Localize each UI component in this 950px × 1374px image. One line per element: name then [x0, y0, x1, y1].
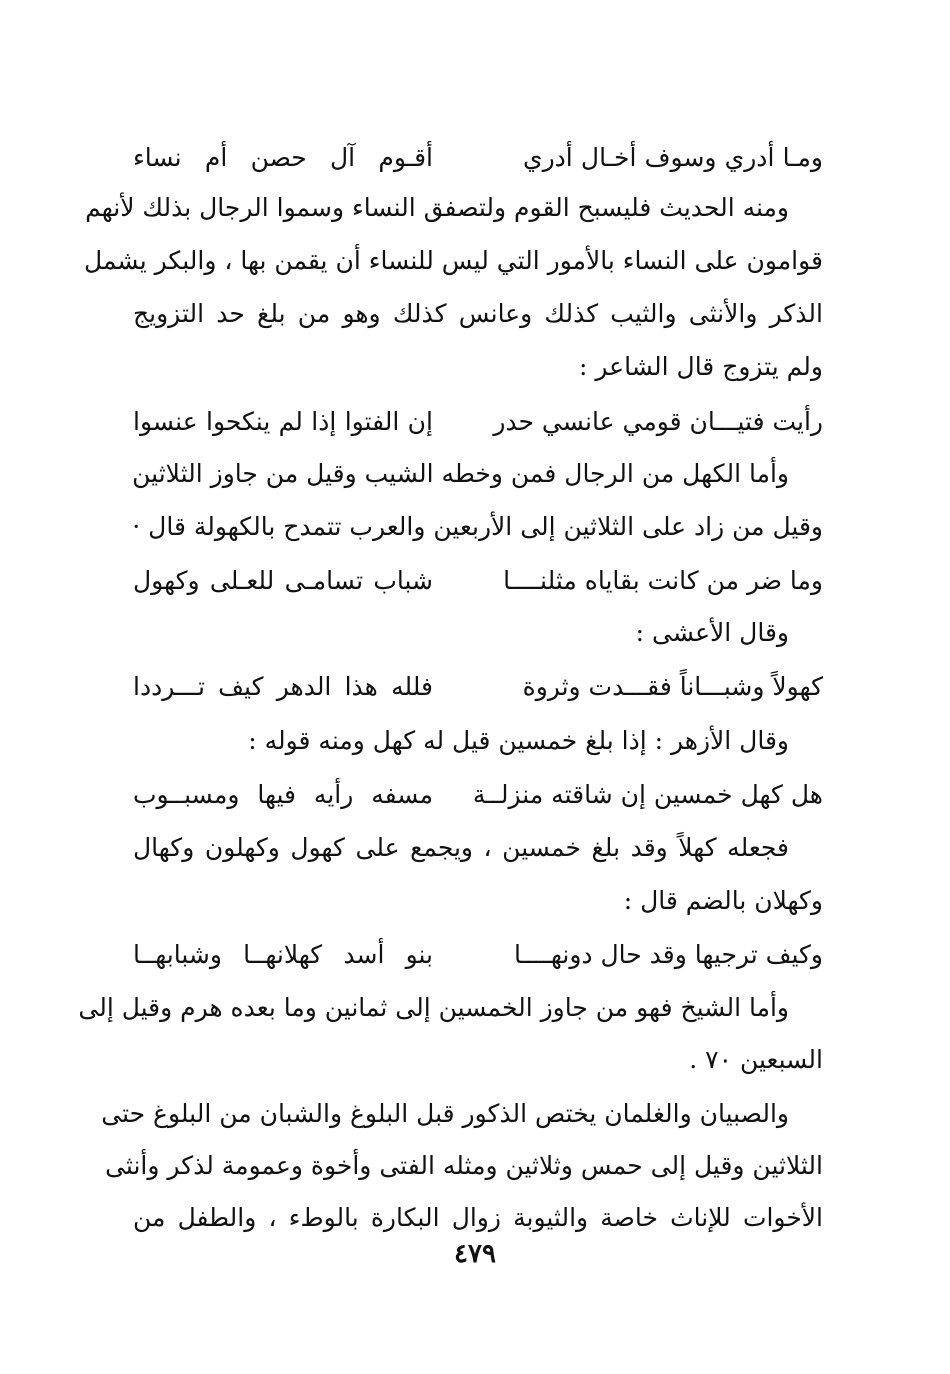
verse-first-hemistich: رأيت فتيـــان قومي عانسي حدر [493, 407, 823, 436]
prose-line: وأما الكهل من الرجال فمن وخطه الشيب وقيل من جاوز الثلاثين [132, 459, 789, 488]
prose-line: الثلاثين وقيل إلى حمس وثلاثين ومثله الفتى وأخوة وعمومة لذكر وأنثى [105, 1151, 823, 1180]
prose-line: وقال الأزهر : إذا بلغ خمسين قيل له كهل ومنه قوله : [248, 726, 789, 755]
verse-second-hemistich: إن الفتوا إذا لم ينكحوا عنسوا [133, 407, 433, 436]
prose-line: وأما الشيخ فهو من جاوز الخمسين إلى ثمانين وما بعده هرم وقيل إلى [78, 993, 789, 1022]
prose-line: السبعين ٧٠ . [689, 1045, 823, 1074]
verse-line [133, 397, 823, 447]
prose-line: والصبيان والغلمان يختص الذكور قبل البلوغ والشبان من البلوغ حتى [101, 1099, 789, 1128]
prose-line: الذكر والأنثى والثيب كذلك وعانس كذلك وهو من بلغ حد التزويج [133, 299, 823, 328]
verse-second-hemistich: أقـوم آل حصن أم نساء [133, 143, 433, 172]
verse-first-hemistich: ومـا أدري وسوف أخـال أدري [523, 143, 823, 172]
verse-line [133, 770, 823, 820]
verse-second-hemistich: فلله هذا الدهر كيف تـــرددا [133, 672, 433, 701]
prose-line: ولم يتزوج قال الشاعر : [579, 352, 823, 381]
prose-line: ومنه الحديث فليسبح القوم ولتصفق النساء وسموا الرجال بذلك لأنهم [85, 193, 789, 222]
verse-line [133, 662, 823, 712]
verse-first-hemistich: هل كهل خمسين إن شاقته منزلــة [472, 780, 823, 809]
verse-second-hemistich: شباب تسامـى للعـلى وكهول [133, 566, 433, 595]
verse-second-hemistich: بنو أسد كهلانهــا وشبابهــا [133, 940, 433, 969]
prose-line: الأخوات للإناث خاصة والثيوبة زوال البكارة بالوطء ، والطفل من [133, 1203, 823, 1232]
prose-line: وقال الأعشى : [635, 618, 789, 647]
verse-first-hemistich: وما ضر من كانت بقاياه مثلنــــا [503, 566, 823, 595]
verse-line [133, 930, 823, 980]
prose-line: وقيل من زاد على الثلاثين إلى الأربعين والعرب تتمدح بالكهولة قال · [132, 512, 823, 541]
verse-line [133, 556, 823, 606]
prose-line: فجعله كهلاً وقد بلغ خمسين ، ويجمع على كهول وكهلون وكهال [133, 833, 789, 862]
verse-line [133, 133, 823, 183]
verse-first-hemistich: كهولاً وشبـــاناً فقـــدت وثروة [522, 672, 823, 701]
page-number: ٤٧٩ [454, 1239, 496, 1269]
prose-line: قوامون على النساء بالأمور التي ليس للنساء أن يقمن بها ، والبكر يشمل [84, 246, 823, 275]
verse-first-hemistich: وكيف ترجيها وقد حال دونهــــا [513, 940, 823, 969]
verse-second-hemistich: مسفه رأيه فيها ومسبــوب [133, 780, 433, 809]
prose-line: وكهلان بالضم قال : [623, 886, 823, 915]
